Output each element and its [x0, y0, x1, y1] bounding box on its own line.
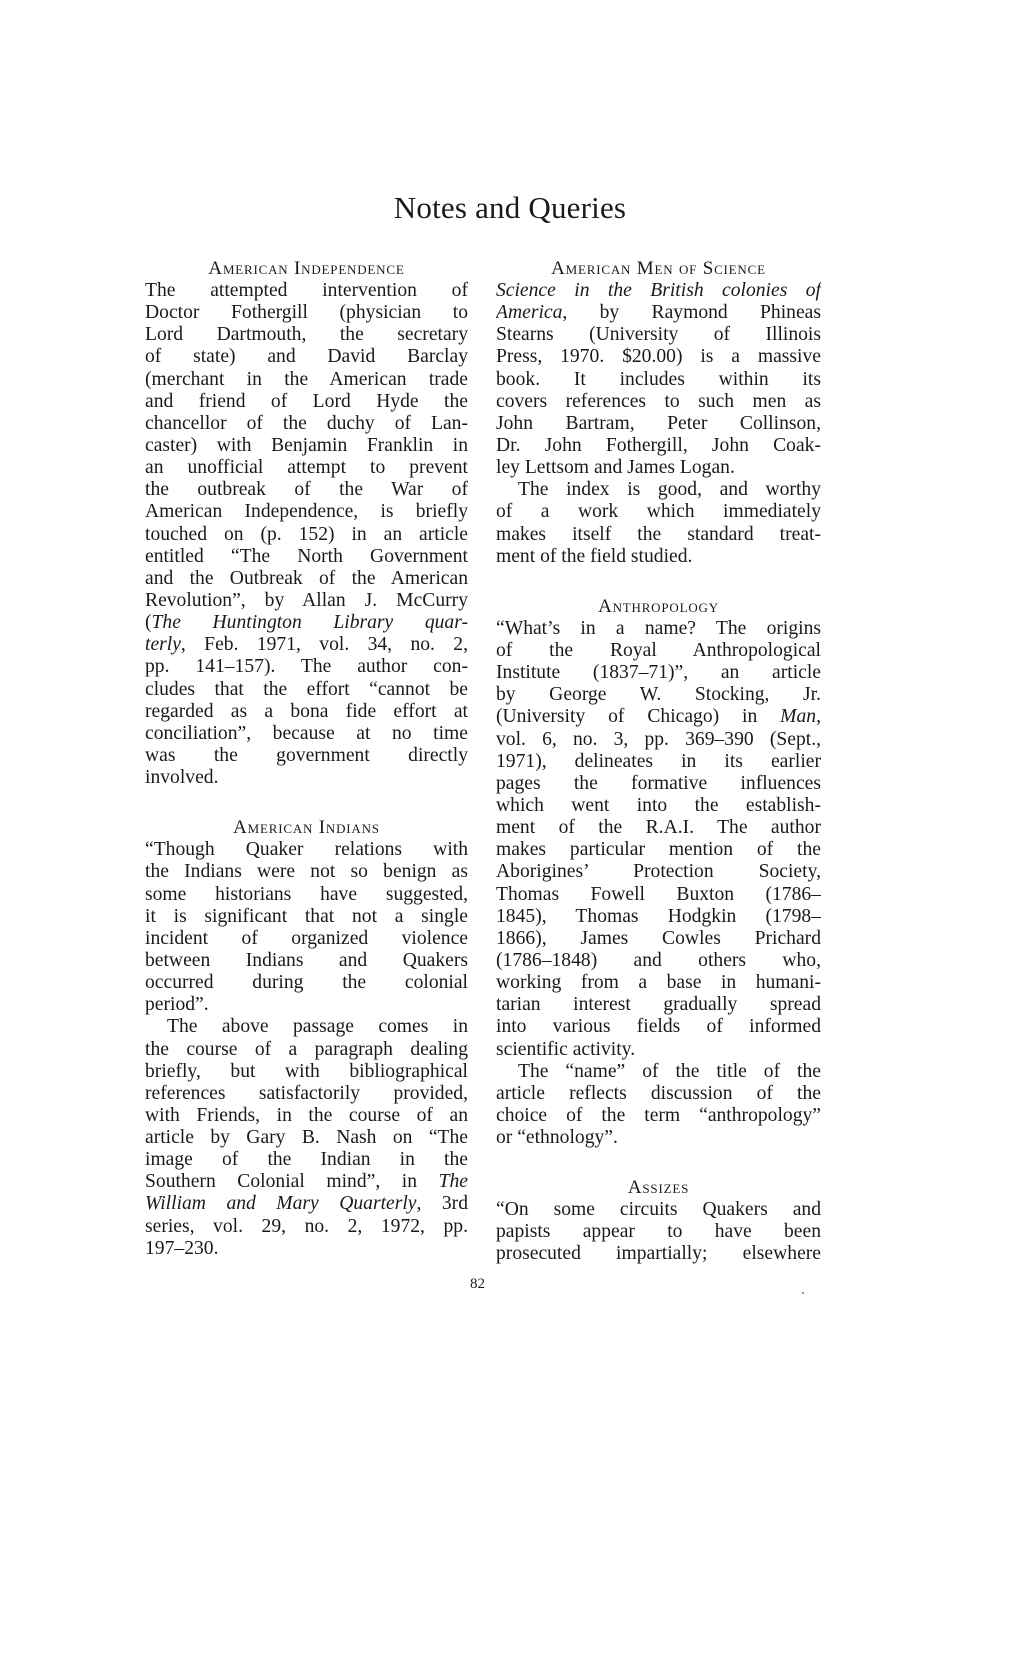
- text-run: Institute (1837–71)”, an article: [496, 662, 821, 684]
- text-run: covers references to such men as: [496, 390, 821, 412]
- text-run: 197–230.: [145, 1237, 219, 1259]
- text-line: [496, 839, 821, 861]
- text-line: [145, 1105, 468, 1127]
- text-run: makes itself the standard treat-: [496, 523, 821, 545]
- text-run: by George W. Stocking, Jr.: [496, 684, 821, 706]
- text-line: [145, 391, 468, 413]
- text-run: “On some circuits Quakers and: [496, 1199, 821, 1221]
- text-line: [145, 906, 468, 928]
- text-line: [145, 656, 468, 678]
- text-run: pages the formative influences: [496, 772, 821, 794]
- text-run: (: [145, 612, 152, 634]
- text-line: [496, 972, 821, 994]
- text-run: ment of the field studied.: [496, 545, 693, 567]
- text-line: [145, 1083, 468, 1105]
- text-run: book. It includes within its: [496, 368, 821, 390]
- italic-text-run: America: [496, 302, 563, 324]
- text-line: [145, 413, 468, 435]
- text-run: an unofficial attempt to prevent: [145, 457, 468, 479]
- text-run: conciliation”, because at no time: [145, 722, 468, 744]
- text-line: [496, 729, 821, 751]
- text-run: touched on (p. 152) in an article: [145, 523, 468, 545]
- text-run: ,: [816, 706, 821, 728]
- text-line: [496, 640, 821, 662]
- text-run: Thomas Fowell Buxton (1786–: [496, 883, 821, 905]
- text-run: 1866), James Cowles Prichard: [496, 927, 821, 949]
- text-run: caster) with Benjamin Franklin in: [145, 434, 468, 456]
- text-run: the course of a paragraph dealing: [145, 1038, 468, 1060]
- italic-text-run: The: [438, 1171, 468, 1193]
- text-run: was the government directly: [145, 744, 468, 766]
- text-run: which went into the establish-: [496, 794, 821, 816]
- text-run: some historians have suggested,: [145, 883, 468, 905]
- paragraph: [496, 1061, 821, 1150]
- text-line: [145, 701, 468, 723]
- text-line: [496, 457, 821, 479]
- text-line: [145, 324, 468, 346]
- text-run: references satisfactorily provided,: [145, 1082, 468, 1104]
- text-line: [496, 1243, 821, 1265]
- italic-text-run: Man: [780, 706, 817, 728]
- text-line: [496, 413, 821, 435]
- text-run: or “ethnology”.: [496, 1127, 618, 1149]
- text-run: makes particular mention of the: [496, 839, 821, 861]
- text-line: [145, 861, 468, 883]
- section-heading: American Men of Science: [551, 258, 766, 279]
- text-run: (University of Chicago) in: [496, 706, 781, 728]
- italic-text-run: terly: [145, 634, 181, 656]
- note-section: [496, 596, 821, 1149]
- left-column: [145, 258, 468, 1260]
- text-run: papists appear to have been: [496, 1221, 821, 1243]
- text-run: the outbreak of the War of: [145, 479, 468, 501]
- italic-text-run: William and Mary Quarterly: [145, 1193, 417, 1215]
- text-line: [145, 1149, 468, 1171]
- text-run: pp. 141–157). The author con-: [145, 656, 468, 678]
- text-run: The index is good, and worthy: [518, 479, 821, 501]
- text-line: [145, 1193, 468, 1215]
- text-line: [145, 479, 468, 501]
- text-line: [496, 1127, 821, 1149]
- text-line: [145, 546, 468, 568]
- text-line: [145, 369, 468, 391]
- text-line: [496, 324, 821, 346]
- text-run: incident of organized violence: [145, 927, 468, 949]
- text-run: Dr. John Fothergill, John Coak-: [496, 434, 821, 456]
- text-line: [145, 679, 468, 701]
- text-line: [496, 906, 821, 928]
- text-run: The above passage comes in: [167, 1016, 468, 1038]
- text-line: [496, 1061, 821, 1083]
- text-line: [145, 928, 468, 950]
- text-line: [496, 618, 821, 640]
- text-line: [496, 1105, 821, 1127]
- text-run: Aborigines’ Protection Society,: [496, 861, 821, 883]
- section-heading: American Indians: [233, 817, 380, 839]
- text-run: of a work which immediately: [496, 501, 821, 523]
- text-line: [145, 972, 468, 994]
- text-run: choice of the term “anthropology”: [496, 1104, 821, 1126]
- paragraph: [496, 479, 821, 568]
- note-section: [496, 258, 821, 568]
- text-run: ment of the R.A.I. The author: [496, 817, 821, 839]
- right-column: [496, 258, 821, 1266]
- text-line: [145, 884, 468, 906]
- text-run: it is significant that not a single: [145, 905, 468, 927]
- section-heading: Anthropology: [598, 595, 719, 617]
- text-line: [145, 568, 468, 590]
- text-run: of the Royal Anthropological: [496, 639, 821, 661]
- text-line: [496, 369, 821, 391]
- italic-text-run: The Huntington Library quar-: [151, 612, 468, 634]
- text-run: Press, 1970. $20.00) is a massive: [496, 346, 821, 368]
- text-line: [145, 950, 468, 972]
- text-run: the Indians were not so benign as: [145, 861, 468, 883]
- text-run: between Indians and Quakers: [145, 949, 468, 971]
- text-run: Southern Colonial mind”, in: [145, 1171, 439, 1193]
- text-run: regarded as a bona fide effort at: [145, 700, 468, 722]
- text-line: [496, 1221, 821, 1243]
- text-line: [496, 706, 821, 728]
- text-run: (1786–1848) and others who,: [496, 949, 821, 971]
- paragraph: [496, 618, 821, 1061]
- text-line: [145, 1039, 468, 1061]
- note-section: [496, 1177, 821, 1265]
- page-number: 82: [470, 1276, 485, 1292]
- text-line: [496, 1083, 821, 1105]
- text-line: [496, 928, 821, 950]
- text-run: with Friends, in the course of an: [145, 1104, 468, 1126]
- text-run: entitled “The North Government: [145, 545, 468, 567]
- text-line: [496, 546, 821, 568]
- text-line: [496, 950, 821, 972]
- text-line: [145, 280, 468, 302]
- speck-mark: [802, 1292, 804, 1294]
- text-run: Doctor Fothergill (physician to: [145, 302, 468, 324]
- text-line: [145, 302, 468, 324]
- text-line: [496, 1199, 821, 1221]
- note-section: [145, 817, 468, 1260]
- text-run: “Though Quaker relations with: [145, 839, 468, 861]
- text-run: into various fields of informed: [496, 1016, 821, 1038]
- text-run: article reflects discussion of the: [496, 1082, 821, 1104]
- text-run: , by Raymond Phineas: [562, 302, 821, 324]
- text-line: [145, 767, 468, 789]
- text-line: [145, 524, 468, 546]
- text-line: [496, 662, 821, 684]
- paragraph: [145, 280, 468, 789]
- text-line: [145, 634, 468, 656]
- text-line: [145, 1171, 468, 1193]
- text-run: prosecuted impartially; elsewhere: [496, 1243, 821, 1265]
- text-line: [496, 861, 821, 883]
- text-line: [145, 1238, 468, 1260]
- section-heading: Assizes: [627, 1177, 690, 1199]
- text-line: [145, 1061, 468, 1083]
- text-line: [496, 280, 821, 302]
- text-line: [496, 795, 821, 817]
- text-run: tarian interest gradually spread: [496, 994, 821, 1016]
- text-line: [496, 684, 821, 706]
- text-line: [145, 745, 468, 767]
- text-run: Revolution”, by Allan J. McCurry: [145, 589, 468, 611]
- text-line: [145, 1016, 468, 1038]
- text-line: [496, 773, 821, 795]
- text-line: [145, 590, 468, 612]
- text-run: scientific activity.: [496, 1038, 636, 1060]
- text-line: [496, 994, 821, 1016]
- note-section: [145, 258, 468, 789]
- text-run: of state) and David Barclay: [145, 346, 468, 368]
- text-line: [496, 302, 821, 324]
- text-line: [496, 1016, 821, 1038]
- paragraph: [145, 1016, 468, 1260]
- text-run: occurred during the colonial: [145, 972, 468, 994]
- text-line: [496, 435, 821, 457]
- text-line: [496, 817, 821, 839]
- text-run: article by Gary B. Nash on “The: [145, 1127, 468, 1149]
- text-run: ley Lettsom and James Logan.: [496, 457, 735, 479]
- text-run: Lord Dartmouth, the secretary: [145, 324, 468, 346]
- paragraph: [496, 280, 821, 479]
- text-line: [496, 346, 821, 368]
- text-run: briefly, but with bibliographical: [145, 1060, 468, 1082]
- text-run: 1845), Thomas Hodgkin (1798–: [496, 905, 821, 927]
- text-line: [145, 1127, 468, 1149]
- text-line: [496, 524, 821, 546]
- text-run: Stearns (University of Illinois: [496, 324, 821, 346]
- text-run: , Feb. 1971, vol. 34, no. 2,: [180, 634, 468, 656]
- text-run: period”.: [145, 994, 209, 1016]
- paragraph: [496, 1199, 821, 1265]
- text-line: [145, 346, 468, 368]
- text-run: vol. 6, no. 3, pp. 369–390 (Sept.,: [496, 728, 821, 750]
- text-line: [145, 435, 468, 457]
- text-line: [496, 479, 821, 501]
- text-run: John Bartram, Peter Collinson,: [496, 412, 821, 434]
- text-run: , 3rd: [416, 1193, 468, 1215]
- text-line: [145, 612, 468, 634]
- page-title: Notes and Queries: [393, 190, 627, 225]
- text-line: [496, 751, 821, 773]
- text-run: “What’s in a name? The origins: [496, 617, 821, 639]
- section-heading: American Independence: [208, 258, 405, 279]
- text-run: image of the Indian in the: [145, 1149, 468, 1171]
- text-line: [145, 994, 468, 1016]
- text-line: [496, 884, 821, 906]
- text-line: [145, 501, 468, 523]
- text-run: working from a base in humani-: [496, 972, 821, 994]
- text-run: cludes that the effort “cannot be: [145, 678, 468, 700]
- text-run: The attempted intervention of: [145, 280, 468, 301]
- text-line: [496, 391, 821, 413]
- text-line: [496, 501, 821, 523]
- text-run: American Independence, is briefly: [145, 501, 468, 523]
- text-run: and the Outbreak of the American: [145, 567, 468, 589]
- text-run: (merchant in the American trade: [145, 368, 468, 390]
- text-run: series, vol. 29, no. 2, 1972, pp.: [145, 1215, 468, 1237]
- text-line: [145, 457, 468, 479]
- text-run: and friend of Lord Hyde the: [145, 390, 468, 412]
- paragraph: [145, 839, 468, 1016]
- text-run: chancellor of the duchy of Lan-: [145, 412, 468, 434]
- text-run: The “name” of the title of the: [518, 1060, 821, 1082]
- text-line: [145, 1216, 468, 1238]
- text-run: 1971), delineates in its earlier: [496, 750, 821, 772]
- italic-text-run: Science in the British colonies of: [496, 280, 821, 301]
- text-line: [145, 839, 468, 861]
- text-line: [496, 1039, 821, 1061]
- text-line: [145, 723, 468, 745]
- text-run: involved.: [145, 767, 219, 789]
